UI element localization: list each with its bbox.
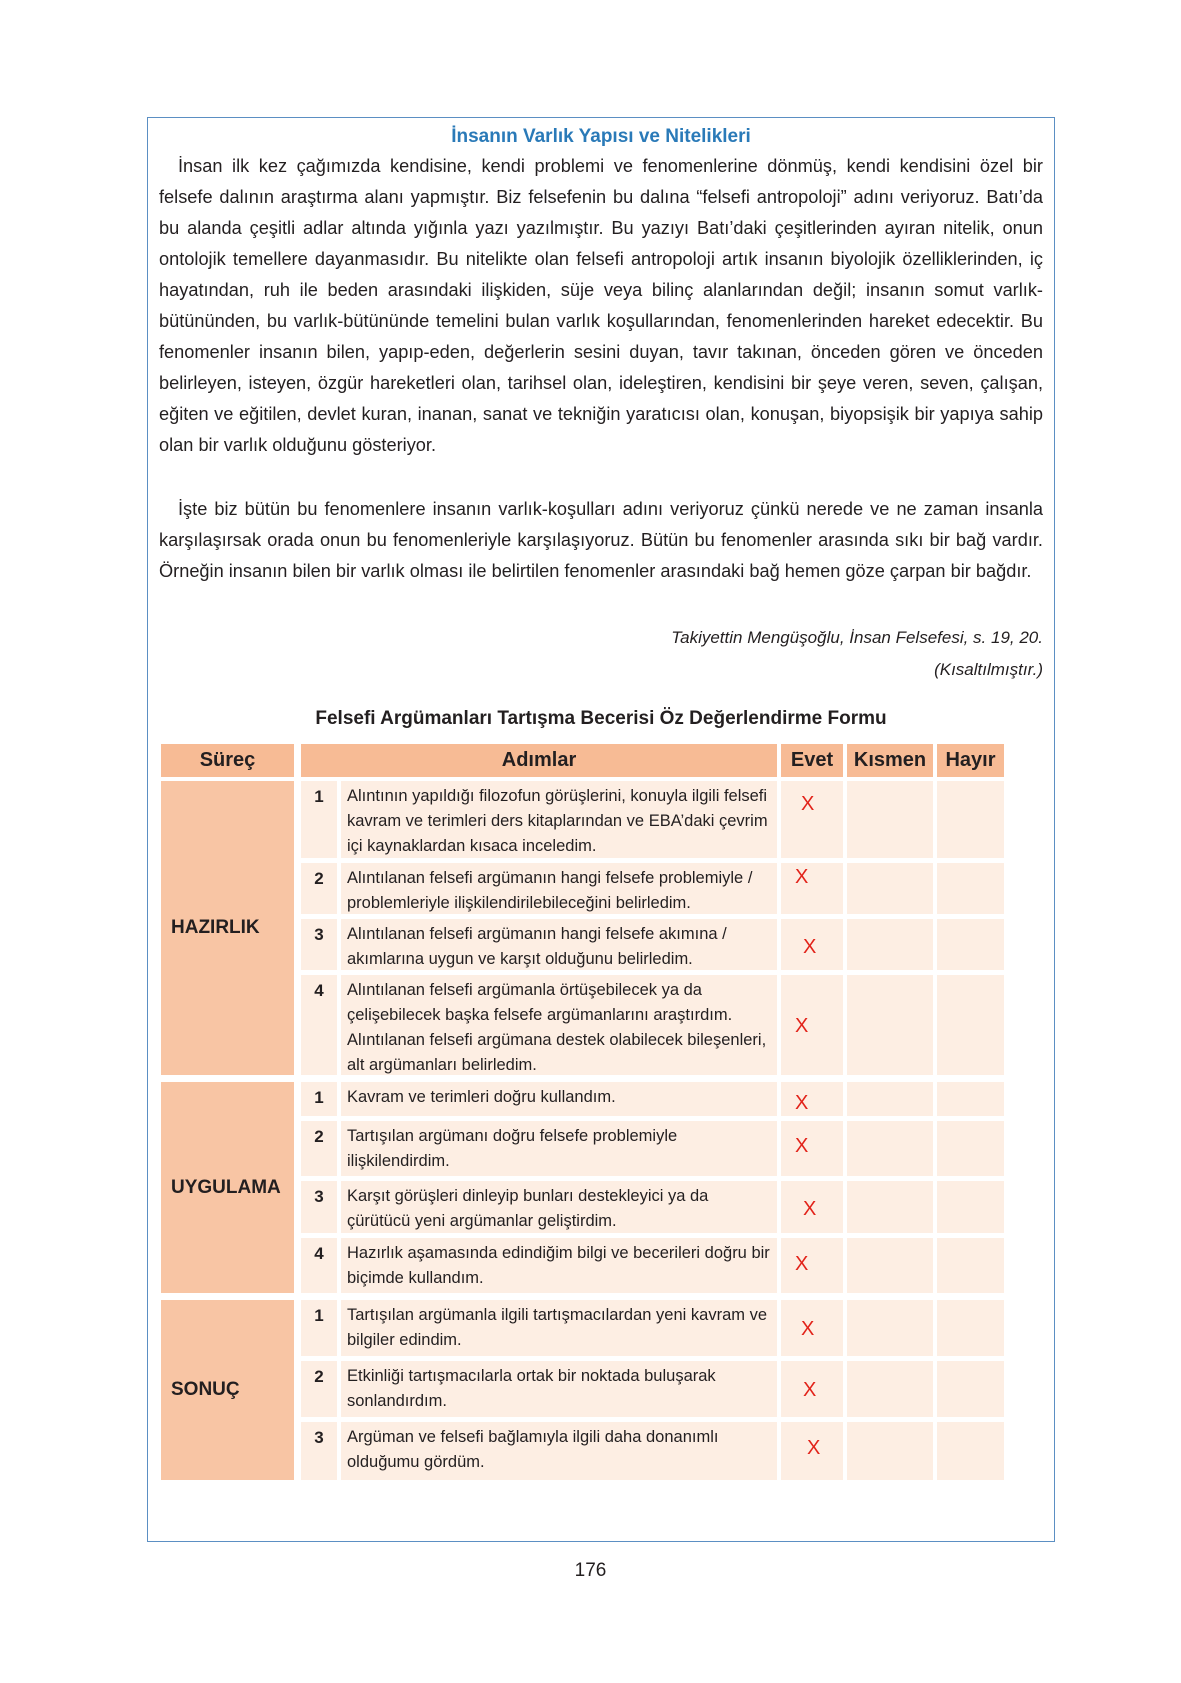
partly-cell	[847, 781, 933, 858]
header-no: Hayır	[937, 744, 1004, 777]
step-text: Alıntılanan felsefi argümanın hangi felsefe akımına / akımlarına uygun ve karşıt olduğunu belirledim.	[341, 919, 777, 970]
step-text: Etkinliği tartışmacılarla ortak bir noktada buluşarak sonlandırdım.	[341, 1361, 777, 1417]
step-number: 3	[301, 919, 337, 970]
partly-cell	[847, 1082, 933, 1116]
step-number: 4	[301, 1238, 337, 1293]
step-number: 2	[301, 1121, 337, 1176]
step-text: Tartışılan argümanı doğru felsefe problemiyle ilişkilendirdim.	[341, 1121, 777, 1176]
x-mark: X	[803, 1198, 817, 1220]
reading-title: İnsanın Varlık Yapısı ve Nitelikleri	[451, 126, 751, 147]
header-partly: Kısmen	[847, 744, 933, 777]
yes-cell	[781, 1181, 843, 1233]
step-text: Tartışılan argümanla ilgili tartışmacılardan yeni kavram ve bilgiler edindim.	[341, 1300, 777, 1356]
no-cell	[937, 863, 1004, 914]
citation-note: (Kısaltılmıştır.)	[934, 660, 1043, 679]
partly-cell	[847, 1300, 933, 1356]
no-cell	[937, 1181, 1004, 1233]
no-cell	[937, 1422, 1004, 1480]
step-text: Argüman ve felsefi bağlamıyla ilgili daha donanımlı olduğumu gördüm.	[341, 1422, 777, 1480]
yes-cell	[781, 781, 843, 858]
partly-cell	[847, 1181, 933, 1233]
header-yes: Evet	[781, 744, 843, 777]
yes-cell	[781, 863, 843, 914]
yes-cell	[781, 919, 843, 970]
no-cell	[937, 781, 1004, 858]
step-number: 4	[301, 975, 337, 1075]
yes-cell	[781, 1422, 843, 1480]
phase-label: SONUÇ	[161, 1300, 294, 1480]
x-mark: X	[807, 1437, 821, 1459]
yes-cell	[781, 1238, 843, 1293]
reading-paragraph-2: İşte biz bütün bu fenomenlere insanın varlık-koşulları adını veriyoruz çünkü nerede ve ne zaman insanla karşılaşırsak orada onun bu fenomenleriyle karşılaşıyoruz. Bütün bu fenomenler arasında sıkı bir bağ vardır. Örneğin insanın bilen bir varlık olması ile belirtilen fenomenler arasındaki bağ hemen göze çarpan bir bağdır.	[159, 499, 1043, 581]
x-mark: X	[801, 1318, 815, 1340]
step-number: 2	[301, 863, 337, 914]
x-mark: X	[801, 793, 815, 815]
no-cell	[937, 1121, 1004, 1176]
yes-cell	[781, 975, 843, 1075]
phase-label: HAZIRLIK	[161, 781, 294, 1075]
no-cell	[937, 1300, 1004, 1356]
page-number: 176	[574, 1560, 607, 1581]
x-mark: X	[803, 1379, 817, 1401]
form-title: Felsefi Argümanları Tartışma Becerisi Öz Değerlendirme Formu	[315, 708, 887, 729]
partly-cell	[847, 975, 933, 1075]
partly-cell	[847, 863, 933, 914]
x-mark: X	[795, 1253, 809, 1275]
step-number: 3	[301, 1422, 337, 1480]
step-number: 3	[301, 1181, 337, 1233]
yes-cell	[781, 1121, 843, 1176]
no-cell	[937, 1238, 1004, 1293]
header-steps: Adımlar	[301, 744, 777, 777]
partly-cell	[847, 1238, 933, 1293]
citation: Takiyettin Mengüşoğlu, İnsan Felsefesi, s. 19, 20.	[671, 628, 1043, 647]
no-cell	[937, 1082, 1004, 1116]
reading-paragraph-1: İnsan ilk kez çağımızda kendisine, kendi problemi ve fenomenlerine dönmüş, kendi kendisini özel bir felsefe dalının araştırma alanı yapmıştır. Biz felsefenin bu dalına “felsefi antropoloji” adını veriyoruz. Batı’da bu alanda çeşitli adlar altında yığınla yazı yazılmıştır. Bu yazıyı Batı’daki çeşitlerinden ayıran nitelik, onun ontolojik temellere dayanmasıdır. Bu nitelikte olan felsefi antropoloji artık insanın biyolojik özelliklerinden, iç hayatından, ruh ile beden arasındaki ilişkiden, süje veya bilinç alanlarından değil; insanın somut varlık-bütününden, bu varlık-bütününde temelini bulan varlık koşullarından, fenomenlerinden hareket edecektir. Bu fenomenler insanın bilen, yapıp-eden, değerlerin sesini duyan, tavır takınan, önceden gören ve önceden belirleyen, isteyen, özgür hareketleri olan, tarihsel olan, ideleştiren, kendisini bir şeye veren, seven, çalışan, eğiten ve eğitilen, devlet kuran, inanan, sanat ve tekniğin yaratıcısı olan, konuşan, biyopsişik bir yapıya sahip olan bir varlık olduğunu gösteriyor.	[159, 156, 1043, 455]
yes-cell	[781, 1361, 843, 1417]
no-cell	[937, 975, 1004, 1075]
step-text: Alıntılanan felsefi argümanla örtüşebilecek ya da çelişebilecek başka felsefe argümanlarını araştırdım. Alıntılanan felsefi argümana destek olabilecek bileşenleri, alt argümanları belirledim.	[341, 975, 777, 1075]
step-number: 1	[301, 1300, 337, 1356]
step-number: 1	[301, 781, 337, 858]
no-cell	[937, 919, 1004, 970]
phase-label: UYGULAMA	[161, 1082, 294, 1293]
step-number: 1	[301, 1082, 337, 1116]
x-mark: X	[795, 1135, 809, 1157]
x-mark: X	[795, 1092, 809, 1114]
step-number: 2	[301, 1361, 337, 1417]
step-text: Alıntılanan felsefi argümanın hangi felsefe problemiyle / problemleriyle ilişkilendirilebileceğini belirledim.	[341, 863, 777, 914]
x-mark: X	[795, 866, 809, 888]
partly-cell	[847, 919, 933, 970]
step-text: Karşıt görüşleri dinleyip bunları destekleyici ya da çürütücü yeni argümanlar geliştirdim.	[341, 1181, 777, 1233]
x-mark: X	[795, 1015, 809, 1037]
x-mark: X	[803, 936, 817, 958]
no-cell	[937, 1361, 1004, 1417]
yes-cell	[781, 1300, 843, 1356]
yes-cell	[781, 1082, 843, 1116]
partly-cell	[847, 1121, 933, 1176]
step-text: Alıntının yapıldığı filozofun görüşlerini, konuyla ilgili felsefi kavram ve terimleri ders kitaplarından ve EBA’daki çevrim içi kaynaklardan kısaca inceledim.	[341, 781, 777, 858]
step-text: Kavram ve terimleri doğru kullandım.	[341, 1082, 777, 1116]
step-text: Hazırlık aşamasında edindiğim bilgi ve becerileri doğru bir biçimde kullandım.	[341, 1238, 777, 1293]
partly-cell	[847, 1422, 933, 1480]
partly-cell	[847, 1361, 933, 1417]
header-phase: Süreç	[161, 744, 294, 777]
reading-box	[147, 117, 1055, 1542]
